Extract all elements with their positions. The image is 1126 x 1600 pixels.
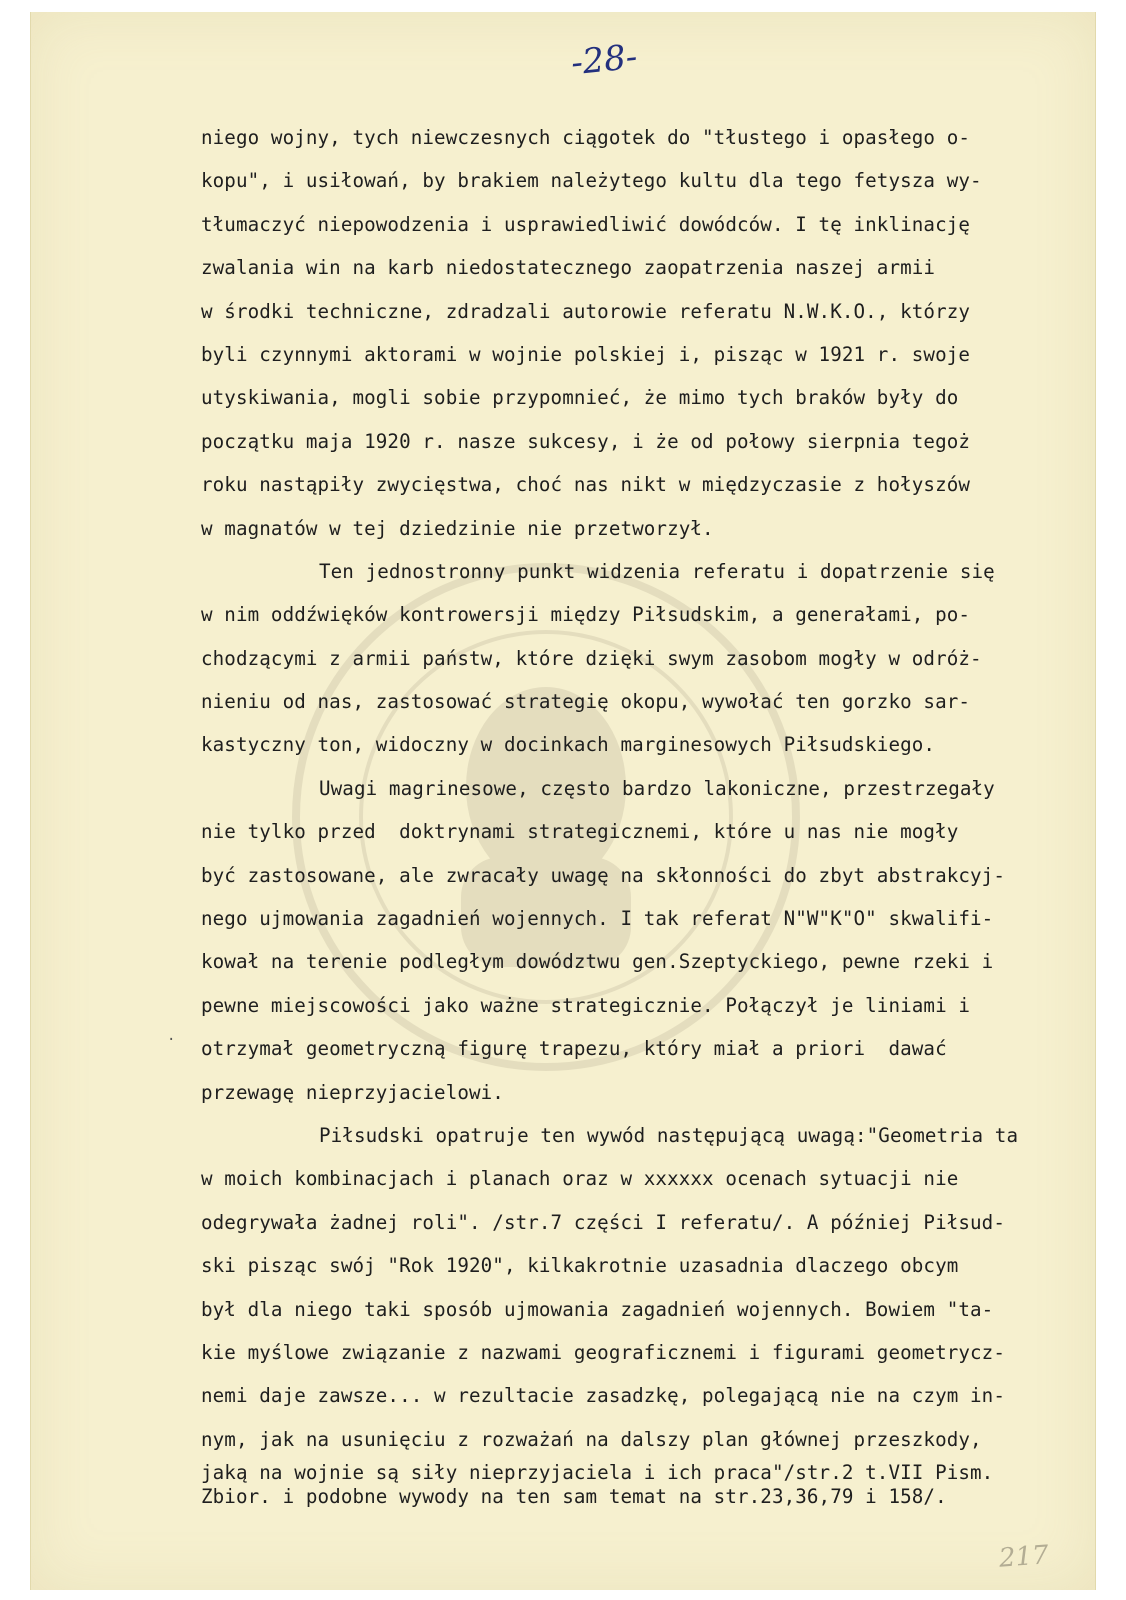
text-line: pewne miejscowości jako ważne strategicznie. Połączył je liniami i	[201, 993, 971, 1017]
text-line: nie tylko przed doktrynami strategicznemi, które u nas nie mogły	[201, 820, 959, 844]
paragraph-start-line: Uwagi magrinesowe, często bardzo lakoniczne, przestrzegały	[319, 776, 995, 800]
text-line: w środki techniczne, zdradzali autorowie referatu N.W.K.O., którzy	[201, 299, 971, 323]
text-line: nieniu od nas, zastosować strategię okopu, wywołać ten gorzko sar-	[201, 690, 971, 714]
text-line: początku maja 1920 r. nasze sukcesy, i że od połowy sierpnia tegoż	[201, 429, 971, 453]
archive-folio-number: 217	[998, 1540, 1050, 1574]
text-line: ski pisząc swój "Rok 1920", kilkakrotnie uzasadnia dlaczego obcym	[201, 1254, 959, 1278]
text-line: odegrywała żadnej roli". /str.7 części I referatu/. A później Piłsud-	[201, 1210, 1005, 1234]
text-line: być zastosowane, ale zwracały uwagę na skłonności do zbyt abstrakcyj-	[201, 863, 1005, 887]
text-line: Zbior. i podobne wywody na ten sam temat na str.23,36,79 i 158/.	[201, 1485, 947, 1509]
paragraph-start-line: Piłsudski opatruje ten wywód następującą uwagą:"Geometria ta	[319, 1123, 1019, 1147]
text-line: otrzymał geometryczną figurę trapezu, który miał a priori dawać	[201, 1037, 947, 1061]
text-line: jaką na wojnie są siły nieprzyjaciela i ich praca"/str.2 t.VII Pism.	[201, 1461, 994, 1485]
text-line: kował na terenie podległym dowództwu gen.Szeptyckiego, pewne rzeki i	[201, 950, 994, 974]
margin-dot-mark: ·	[167, 1032, 176, 1048]
text-line: nym, jak na usunięciu z rozważań na dalszy plan głównej przeszkody,	[201, 1427, 982, 1451]
text-line: przewagę nieprzyjacielowi.	[201, 1080, 504, 1104]
text-line: byli czynnymi aktorami w wojnie polskiej i, pisząc w 1921 r. swoje	[201, 342, 971, 366]
paragraph-start-line: Ten jednostronny punkt widzenia referatu i dopatrzenie się	[319, 559, 995, 583]
text-line: roku nastąpiły zwycięstwa, choć nas nikt w międzyczasie z hołyszów	[201, 473, 971, 497]
text-line: tłumaczyć niepowodzenia i usprawiedliwić dowódców. I tę inklinację	[201, 212, 971, 236]
document-page	[30, 12, 1096, 1590]
text-line: niego wojny, tych niewczesnych ciągotek do "tłustego i opasłego o-	[201, 126, 971, 149]
text-line: kie myślowe związanie z nazwami geograficznemi i figurami geometrycz-	[201, 1340, 1005, 1364]
text-line: w moich kombinacjach i planach oraz w xxxxxx ocenach sytuacji nie	[201, 1167, 959, 1191]
text-line: nemi daje zawsze... w rezultacie zasadzkę, polegającą nie na czym in-	[201, 1384, 1005, 1408]
text-line: kastyczny ton, widoczny w docinkach marginesowych Piłsudskiego.	[201, 733, 936, 757]
text-line: zwalania win na karb niedostatecznego zaopatrzenia naszej armii	[201, 256, 936, 280]
text-line: nego ujmowania zagadnień wojennych. I tak referat N"W"K"O" skwalifi-	[201, 907, 994, 931]
text-line: był dla niego taki sposób ujmowania zagadnień wojennych. Bowiem "ta-	[201, 1297, 994, 1321]
text-line: w magnatów w tej dziedzinie nie przetworzył.	[201, 516, 714, 540]
typewritten-text-body	[201, 116, 1096, 1509]
text-line: chodzącymi z armii państw, które dzięki swym zasobom mogły w odróż-	[201, 646, 982, 670]
text-line: kopu", i usiłowań, by brakiem należytego kultu dla tego fetysza wy-	[201, 169, 982, 193]
text-line: w nim oddźwięków kontrowersji między Piłsudskim, a generałami, po-	[201, 603, 971, 627]
text-line: utyskiwania, mogli sobie przypomnieć, że mimo tych braków były do	[201, 386, 959, 410]
handwritten-page-number: -28-	[569, 36, 640, 84]
